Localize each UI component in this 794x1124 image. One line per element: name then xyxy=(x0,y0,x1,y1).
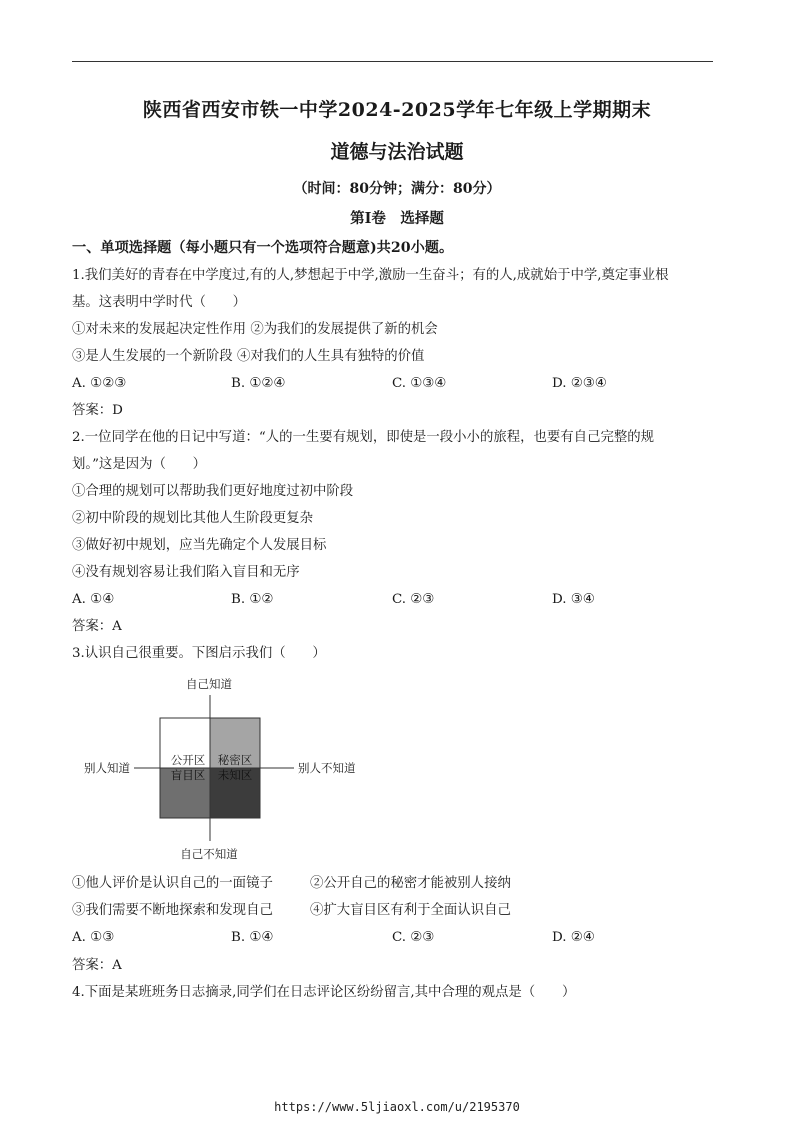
diagram-label-right: 别人不知道 xyxy=(298,761,356,775)
q1-statements-1: ①对未来的发展起决定性作用 ②为我们的发展提供了新的机会 xyxy=(72,322,438,337)
quadrant-unknown-label: 未知区 xyxy=(217,768,253,782)
q1-answer: 答案：D xyxy=(72,403,123,418)
johari-window-diagram xyxy=(72,673,372,863)
q2-statement-4: ④没有规划容易让我们陷入盲目和无序 xyxy=(72,565,300,580)
diagram-label-top: 自己知道 xyxy=(186,677,232,691)
q3-option-d: D. ②④ xyxy=(552,930,595,945)
section-heading: 一、单项选择题（每小题只有一个选项符合题意)共20小题。 xyxy=(72,240,454,256)
diagram-label-bottom: 自己不知道 xyxy=(180,847,238,861)
q2-option-c: C. ②③ xyxy=(392,592,435,607)
q3-option-a: A. ①③ xyxy=(72,930,115,945)
document-subtitle: 道德与法治试题 xyxy=(330,141,464,163)
q3-stem: 3.认识自己很重要。下图启示我们（ ） xyxy=(72,646,326,661)
q3-option-c: C. ②③ xyxy=(392,930,435,945)
q3-statement-4: ④扩大盲目区有利于全面认识自己 xyxy=(310,903,511,918)
diagram-label-left: 别人知道 xyxy=(84,761,130,775)
q1-option-b: B. ①②④ xyxy=(231,376,286,391)
q1-stem-line2: 基。这表明中学时代（ ） xyxy=(72,295,247,310)
q3-statement-2: ②公开自己的秘密才能被别人接纳 xyxy=(310,876,511,891)
quadrant-secret-label: 秘密区 xyxy=(217,753,253,767)
q1-option-d: D. ②③④ xyxy=(552,376,607,391)
q3-statement-1: ①他人评价是认识自己的一面镜子 xyxy=(72,876,273,891)
q3-statement-3: ③我们需要不断地探索和发现自己 xyxy=(72,903,273,918)
q2-statement-2: ②初中阶段的规划比其他人生阶段更复杂 xyxy=(72,511,314,526)
volume-heading: 第Ⅰ卷 选择题 xyxy=(350,210,444,227)
quadrant-public-label: 公开区 xyxy=(170,753,206,767)
q2-option-d: D. ③④ xyxy=(552,592,595,607)
q3-option-b: B. ①④ xyxy=(231,930,274,945)
q2-stem-line2: 划。”这是因为（ ） xyxy=(72,457,207,472)
q3-answer: 答案：A xyxy=(72,958,122,973)
q2-option-b: B. ①② xyxy=(231,592,274,607)
footer-url: https://www.5ljiaoxl.com/u/2195370 xyxy=(274,1100,520,1114)
q1-statements-2: ③是人生发展的一个新阶段 ④对我们的人生具有独特的价值 xyxy=(72,349,425,364)
q1-option-a: A. ①②③ xyxy=(72,376,127,391)
q1-stem-line1: 1.我们美好的青春在中学度过,有的人,梦想起于中学,激励一生奋斗；有的人,成就始于中学,奠定事业根 xyxy=(72,268,669,283)
q2-stem-line1: 2.一位同学在他的日记中写道：“人的一生要有规划，即使是一段小小的旅程，也要有自己完整的规 xyxy=(72,430,655,445)
exam-meta: （时间：80分钟；满分：80分） xyxy=(293,181,501,197)
q2-answer: 答案：A xyxy=(72,619,122,634)
top-rule xyxy=(72,61,713,62)
document-title: 陕西省西安市铁一中学2024-2025学年七年级上学期期末 xyxy=(142,99,652,121)
q4-stem: 4.下面是某班班务日志摘录,同学们在日志评论区纷纷留言,其中合理的观点是（ ） xyxy=(72,985,576,1000)
q1-option-c: C. ①③④ xyxy=(392,376,447,391)
q2-statement-1: ①合理的规划可以帮助我们更好地度过初中阶段 xyxy=(72,484,354,499)
quadrant-blind-label: 盲目区 xyxy=(170,768,206,782)
q2-statement-3: ③做好初中规划，应当先确定个人发展目标 xyxy=(72,538,327,553)
q2-option-a: A. ①④ xyxy=(72,592,115,607)
